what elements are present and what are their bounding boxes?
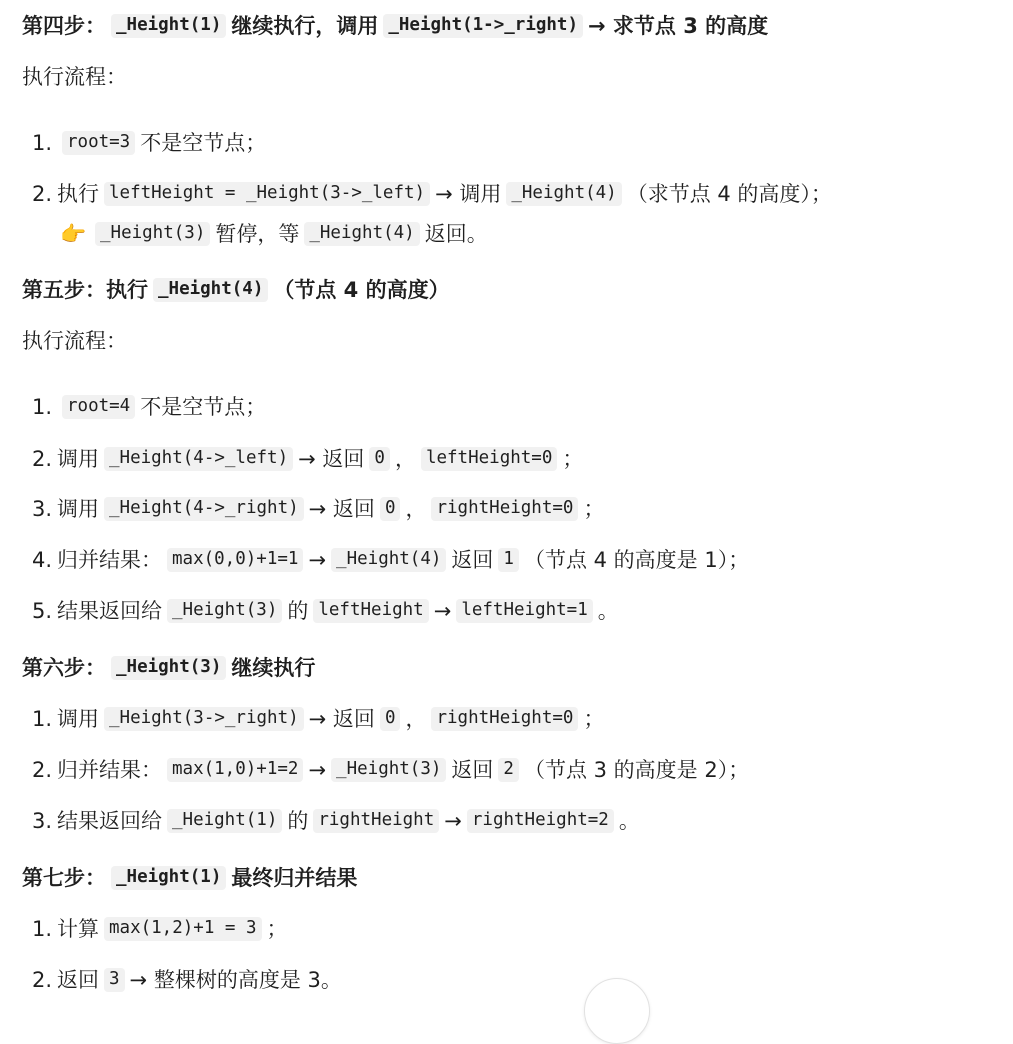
text-run: 执行流程： <box>22 328 127 353</box>
text-run: 返回 <box>451 547 494 572</box>
inline-code: max(1,0)+1=2 <box>167 758 303 782</box>
text-run: 第四步： <box>22 13 106 38</box>
text-run: （节点 4 的高度） <box>273 277 450 302</box>
text-run: 的 <box>287 598 309 623</box>
text-run: ； <box>583 706 605 731</box>
inline-code: rightHeight=0 <box>431 707 578 731</box>
list-item <box>22 750 1013 790</box>
text-run: 计算 <box>57 916 99 941</box>
inline-code: _Height(1) <box>111 14 226 38</box>
text-run: 调用 <box>57 496 99 521</box>
inline-code: _Height(3) <box>111 656 226 680</box>
text-run: 的 <box>287 808 309 833</box>
list-number: 2. <box>32 967 53 992</box>
section-heading <box>22 6 1013 46</box>
list-item <box>22 123 1013 163</box>
text-run: 执行 <box>57 181 99 206</box>
list-number: 5. <box>32 598 53 623</box>
text-run: 结果返回给 <box>57 598 162 623</box>
text-run: → <box>433 598 452 623</box>
text-run: → 整棵树的高度是 3。 <box>129 967 342 992</box>
text-run: 第五步：执行 <box>22 277 148 302</box>
text-run: 调用 <box>57 446 99 471</box>
text-run: → 调用 <box>435 181 502 206</box>
list-number: 1. <box>32 130 53 155</box>
list-item <box>22 489 1013 529</box>
text-run: 继续执行 <box>231 655 316 680</box>
text-run: ， <box>405 496 427 521</box>
text-run: 执行流程： <box>22 64 127 89</box>
text-run: 继续执行，调用 <box>231 13 379 38</box>
section-heading <box>22 648 1013 688</box>
text-run: 不是空节点； <box>140 394 267 419</box>
inline-code: leftHeight=1 <box>456 599 592 623</box>
list-number: 1. <box>32 706 53 731</box>
section-heading <box>22 270 1013 310</box>
text-run: ； <box>583 496 605 521</box>
inline-code: rightHeight <box>313 809 439 833</box>
inline-code: max(1,2)+1 = 3 <box>104 917 262 941</box>
text-run: → 返回 <box>308 706 375 731</box>
list-item <box>22 540 1013 580</box>
list-number: 1. <box>32 916 53 941</box>
text-run: 暂停，等 <box>215 221 300 246</box>
inline-code: _Height(1) <box>167 809 282 833</box>
text-run: 不是空节点； <box>140 130 267 155</box>
list-item <box>22 439 1013 479</box>
inline-code: _Height(4) <box>153 278 268 302</box>
text-run: → 返回 <box>298 446 365 471</box>
list-number: 2. <box>32 446 53 471</box>
inline-code: _Height(3) <box>167 599 282 623</box>
text-run: ； <box>562 446 584 471</box>
paragraph <box>22 321 1013 361</box>
inline-code: _Height(4) <box>331 548 446 572</box>
inline-code: _Height(4) <box>506 182 621 206</box>
inline-code: 1 <box>498 548 519 572</box>
text-run: 返回 <box>57 967 99 992</box>
list-item <box>22 387 1013 427</box>
text-run: → <box>308 547 327 572</box>
text-run: （求节点 4 的高度）； <box>626 181 832 206</box>
inline-code: _Height(4) <box>304 222 419 246</box>
inline-code: leftHeight <box>313 599 428 623</box>
list-item <box>22 801 1013 841</box>
text-run: 结果返回给 <box>57 808 162 833</box>
inline-code: leftHeight = _Height(3->_left) <box>104 182 430 206</box>
list-item <box>22 960 1013 1000</box>
list-item-note <box>22 214 1013 254</box>
inline-code: _Height(4->_left) <box>104 447 293 471</box>
inline-code: _Height(3) <box>331 758 446 782</box>
inline-code: _Height(3->_right) <box>104 707 304 731</box>
text-run: 第六步： <box>22 655 106 680</box>
text-run: → <box>308 757 327 782</box>
list-item <box>22 909 1013 949</box>
text-run: ， <box>394 446 416 471</box>
inline-code: root=4 <box>62 395 135 419</box>
inline-code: _Height(3) <box>95 222 210 246</box>
inline-code: rightHeight=2 <box>467 809 614 833</box>
list-number: 2. <box>32 757 53 782</box>
list-item <box>22 699 1013 739</box>
list-number: 3. <box>32 496 53 521</box>
list-number: 1. <box>32 394 53 419</box>
text-run: 。 <box>597 598 619 623</box>
text-run: 最终归并结果 <box>231 865 358 890</box>
inline-code: _Height(1) <box>111 866 226 890</box>
text-run: ， <box>405 706 427 731</box>
inline-code: root=3 <box>62 131 135 155</box>
inline-code: 0 <box>369 447 390 471</box>
text-run: → 返回 <box>308 496 375 521</box>
list-item <box>22 174 1013 214</box>
inline-code: rightHeight=0 <box>431 497 578 521</box>
text-run: 归并结果： <box>57 547 162 572</box>
inline-code: _Height(1->_right) <box>383 14 583 38</box>
inline-code: 3 <box>104 968 125 992</box>
inline-code: 0 <box>380 497 401 521</box>
text-run: 返回 <box>451 757 494 782</box>
text-run: → <box>444 808 462 833</box>
inline-code: 0 <box>380 707 401 731</box>
text-run: 归并结果： <box>57 757 162 782</box>
text-run: 。 <box>618 808 640 833</box>
inline-code: leftHeight=0 <box>421 447 557 471</box>
inline-code: 2 <box>498 758 519 782</box>
list-number: 4. <box>32 547 53 572</box>
list-item <box>22 591 1013 631</box>
text-run: 调用 <box>57 706 99 731</box>
scroll-to-bottom-button[interactable] <box>584 978 650 1044</box>
text-run: （节点 3 的高度是 2）； <box>523 757 750 782</box>
section-heading <box>22 858 1013 898</box>
text-run: ； <box>266 916 288 941</box>
text-run: 第七步： <box>22 865 106 890</box>
text-run: （节点 4 的高度是 1）； <box>523 547 750 572</box>
inline-code: max(0,0)+1=1 <box>167 548 303 572</box>
paragraph <box>22 57 1013 97</box>
text-run: 返回。 <box>424 221 488 246</box>
list-number: 2. <box>32 181 53 206</box>
text-run: → 求节点 3 的高度 <box>588 13 769 38</box>
list-number: 3. <box>32 808 53 833</box>
inline-code: _Height(4->_right) <box>104 497 304 521</box>
pointing-hand-icon: 👉 <box>60 221 87 246</box>
